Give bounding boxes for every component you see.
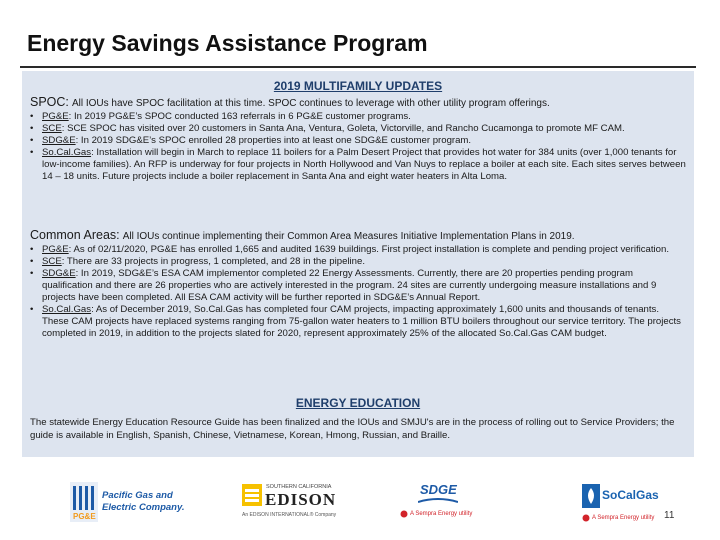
education-heading: ENERGY EDUCATION (295, 396, 421, 410)
sdge-logo (398, 480, 478, 524)
education-text: The statewide Energy Education Resource Guide has been finalized and the IOUs and SMJU's are in the process of rolling out to Service Providers; the guide is available in English, Spanish, Chinese, Vietnamese, Korean, Hmong, Russian, and Braille. (30, 417, 675, 441)
page-number: 11 (664, 510, 675, 521)
common-areas-section (30, 228, 686, 340)
sce-top: SOUTHERN CALIFORNIA (266, 484, 332, 490)
sce-logo (240, 482, 340, 524)
list-item: • SDG&E: In 2019 SDG&E’s SPOC enrolled 28 properties into at least one SDG&E customer program. (30, 135, 686, 147)
list-item: • SDG&E: In 2019, SDG&E’s ESA CAM implementor completed 22 Energy Assessments. Currently, there are 20 properties pending program qualification and there are 26 properties who are actively interested in the program. 24 sites are currently undergoing measure installations and 9 projects have been completed. All ESA CAM activity will be further reported in SDG&E’s Annual Report. (30, 268, 686, 304)
socalgas-name: SoCalGas (602, 488, 659, 502)
list-item: • PG&E: In 2019 PG&E’s SPOC conducted 163 referrals in 6 PG&E customer programs. (30, 111, 686, 123)
content-panel (22, 71, 694, 457)
spoc-lead: SPOC: (30, 95, 69, 109)
sempra-mark-icon (582, 514, 590, 522)
socalgas-flame-icon (582, 484, 600, 508)
sdge-underline-icon (418, 498, 458, 504)
spoc-section (30, 95, 686, 183)
pge-name-2: Electric Company. (102, 502, 185, 513)
list-item: • SCE: SCE SPOC has visited over 20 customers in Santa Ana, Ventura, Goleta, Victorville, and Rancho Cucamonga to promote MF CAM. (30, 123, 686, 135)
logo-strip (0, 478, 720, 528)
common-intro: All IOUs continue implementing their Common Area Measures Initiative Implementation Plans in 2019. (122, 231, 575, 242)
sce-sun-icon (242, 484, 262, 506)
list-item: • SCE: There are 33 projects in progress, 1 completed, and 28 in the pipeline. (30, 256, 686, 268)
pge-mark-icon (70, 482, 98, 522)
sce-sub: An EDISON INTERNATIONAL® Company (242, 512, 337, 518)
multifamily-heading: 2019 MULTIFAMILY UPDATES (273, 79, 443, 93)
sdge-sub: A Sempra Energy utility (410, 511, 473, 517)
spoc-intro: All IOUs have SPOC facilitation at this time. SPOC continues to leverage with other utility program offerings. (71, 98, 550, 109)
svg-text:PG&E: PG&E (73, 512, 96, 521)
pge-name-1: Pacific Gas and (102, 490, 173, 501)
sce-name: EDISON (265, 490, 337, 509)
list-item: • PG&E: As of 02/11/2020, PG&E has enrolled 1,665 and audited 1639 buildings. First project installation is complete and pending project verification. (30, 244, 686, 256)
page-title: Energy Savings Assistance Program (27, 30, 428, 56)
socalgas-logo (580, 482, 660, 524)
sdge-name: SDGE (420, 482, 457, 497)
pge-logo (70, 482, 200, 522)
sempra-mark-icon (400, 510, 408, 518)
list-item: • So.Cal.Gas: Installation will begin in March to replace 11 boilers for a Palm Desert Project that provides hot water for 384 units (over 1,000 tenants for low-income families). An RFP is underway for four projects in North Hollywood and Van Nuys to replace a boiler at each site. Each sites serves between 14 – 18 units. Future projects include a boiler replacement in Santa Ana and eight water heaters in Alta Loma. (30, 147, 686, 183)
spoc-list (30, 111, 686, 183)
common-lead: Common Areas: (30, 228, 120, 242)
socalgas-sub: A Sempra Energy utility (592, 515, 655, 521)
title-divider (20, 66, 696, 68)
list-item: • So.Cal.Gas: As of December 2019, So.Cal.Gas has completed four CAM projects, impacting approximately 1,600 units and thousands of tenants. These CAM projects have replaced systems ranging from 75-gallon water heaters to 1 million BTU boilers throughout our service territory. The projects completed in 2019, in addition to the projects slated for 2020, represent approximately 25% of the allocated So.Cal.Gas CAM budget. (30, 304, 686, 340)
common-list (30, 244, 686, 340)
